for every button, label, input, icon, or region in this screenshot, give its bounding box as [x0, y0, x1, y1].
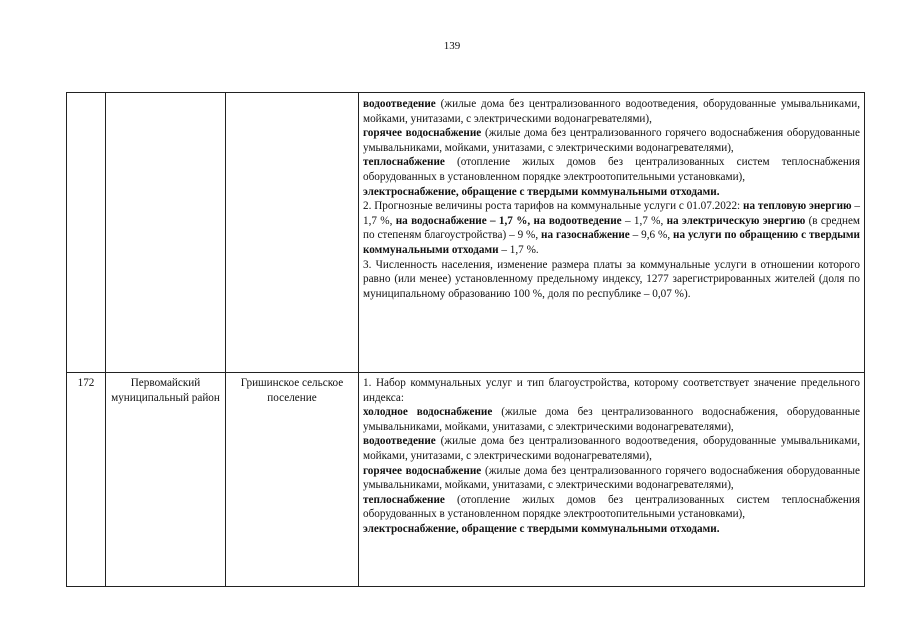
settlement-cell: Гришинское сельское поселение	[226, 373, 359, 587]
heating-label: теплоснабжение	[363, 493, 445, 506]
wastewater-label: водоотведение	[363, 435, 436, 448]
heating-text: (отопление жилых домов без централизованных систем теплоснабжения оборудованных в установленном порядке электроотопительными установками),	[363, 156, 860, 183]
tariff-heat-label: на тепловую энергию	[743, 200, 852, 213]
page-number: 139	[443, 40, 461, 52]
cold-water-label: холодное водоснабжение	[363, 406, 493, 419]
wastewater-text: (жилые дома без централизованного водоотведения, оборудованные умывальниками, мойками, унитазами, с электрическими водонагревателями),	[363, 98, 860, 125]
wastewater-label: водоотведение	[363, 98, 436, 110]
tariff-waste-label: на услуги по обращению с твердыми коммунальными отходами	[363, 229, 860, 256]
row-number-cell: 172	[67, 373, 106, 587]
cold-water-text: (жилые дома без централизованного водоснабжения, оборудованные умывальниками, мойками, унитазами, с электрическими водонагревателями),	[363, 406, 860, 433]
description-cell	[359, 93, 865, 373]
tariff-gas-value: – 9,6 %,	[629, 229, 674, 242]
electricity-paragraph	[363, 522, 860, 537]
hot-water-text: (жилые дома без централизованного горячего водоснабжения оборудованные умывальниками, мойками, унитазами, с электрическими водонагревателями),	[363, 464, 860, 492]
tariff-table	[66, 92, 865, 587]
tariff-growth-paragraph	[363, 199, 860, 257]
hot-water-paragraph	[363, 126, 860, 155]
hot-water-label: горячее водоснабжение	[363, 127, 482, 140]
population-paragraph: 3. Численность населения, изменение размера платы за коммунальные услуги в отношении которого равно (или менее) установленному предельному индексу, 1277 зарегистрированных жителей (доля по муниципальному образованию 100 %, доля по республике – 0,07 %).	[363, 258, 860, 300]
tariff-electric-label: на электрическую энергию	[666, 214, 806, 227]
settlement-cell	[226, 93, 359, 373]
electricity-paragraph	[363, 185, 860, 200]
table-row	[67, 373, 865, 587]
cold-water-paragraph	[363, 405, 860, 434]
hot-water-paragraph	[363, 464, 860, 493]
tariff-electric-value: (в среднем по степеням благоустройства) – 9 %,	[363, 214, 861, 242]
tariff-water-value: – 1,7 %,	[621, 214, 667, 227]
heating-paragraph	[363, 493, 860, 522]
tariff-waste-value: – 1,7 %.	[498, 243, 539, 256]
tariff-growth-intro: 2. Прогнозные величины роста тарифов на коммунальные услуги с 01.07.2022:	[363, 200, 743, 213]
description-cell	[359, 373, 865, 587]
row-number-cell	[67, 93, 106, 373]
hot-water-label: горячее водоснабжение	[363, 464, 482, 477]
wastewater-paragraph	[363, 434, 860, 463]
services-intro-paragraph: 1. Набор коммунальных услуг и тип благоустройства, которому соответствует значение предельного индекса:	[363, 377, 860, 404]
table-row	[67, 93, 865, 373]
hot-water-text: (жилые дома без централизованного горячего водоснабжения оборудованные умывальниками, мойками, унитазами, с электрическими водонагревателями),	[363, 127, 860, 154]
heating-label: теплоснабжение	[363, 156, 445, 169]
electricity-label: электроснабжение, обращение с твердыми коммунальными отходами.	[363, 522, 720, 535]
heating-paragraph	[363, 155, 860, 184]
wastewater-paragraph	[363, 97, 860, 126]
tariff-water-label: на водоснабжение – 1,7 %, на водоотведение	[395, 214, 622, 227]
tariff-gas-label: на газоснабжение	[541, 229, 630, 242]
heating-text: (отопление жилых домов без централизованных систем теплоснабжения оборудованных в установленном порядке электроотопительными установками),	[363, 493, 860, 521]
district-cell: Первомайский муниципальный район	[106, 373, 226, 587]
electricity-label: электроснабжение, обращение с твердыми коммунальными отходами.	[363, 185, 720, 198]
district-cell	[106, 93, 226, 373]
tariff-heat-value: – 1,7 %,	[363, 200, 861, 227]
wastewater-text: (жилые дома без централизованного водоотведения, оборудованные умывальниками, мойками, унитазами, с электрическими водонагревателями),	[363, 435, 860, 462]
